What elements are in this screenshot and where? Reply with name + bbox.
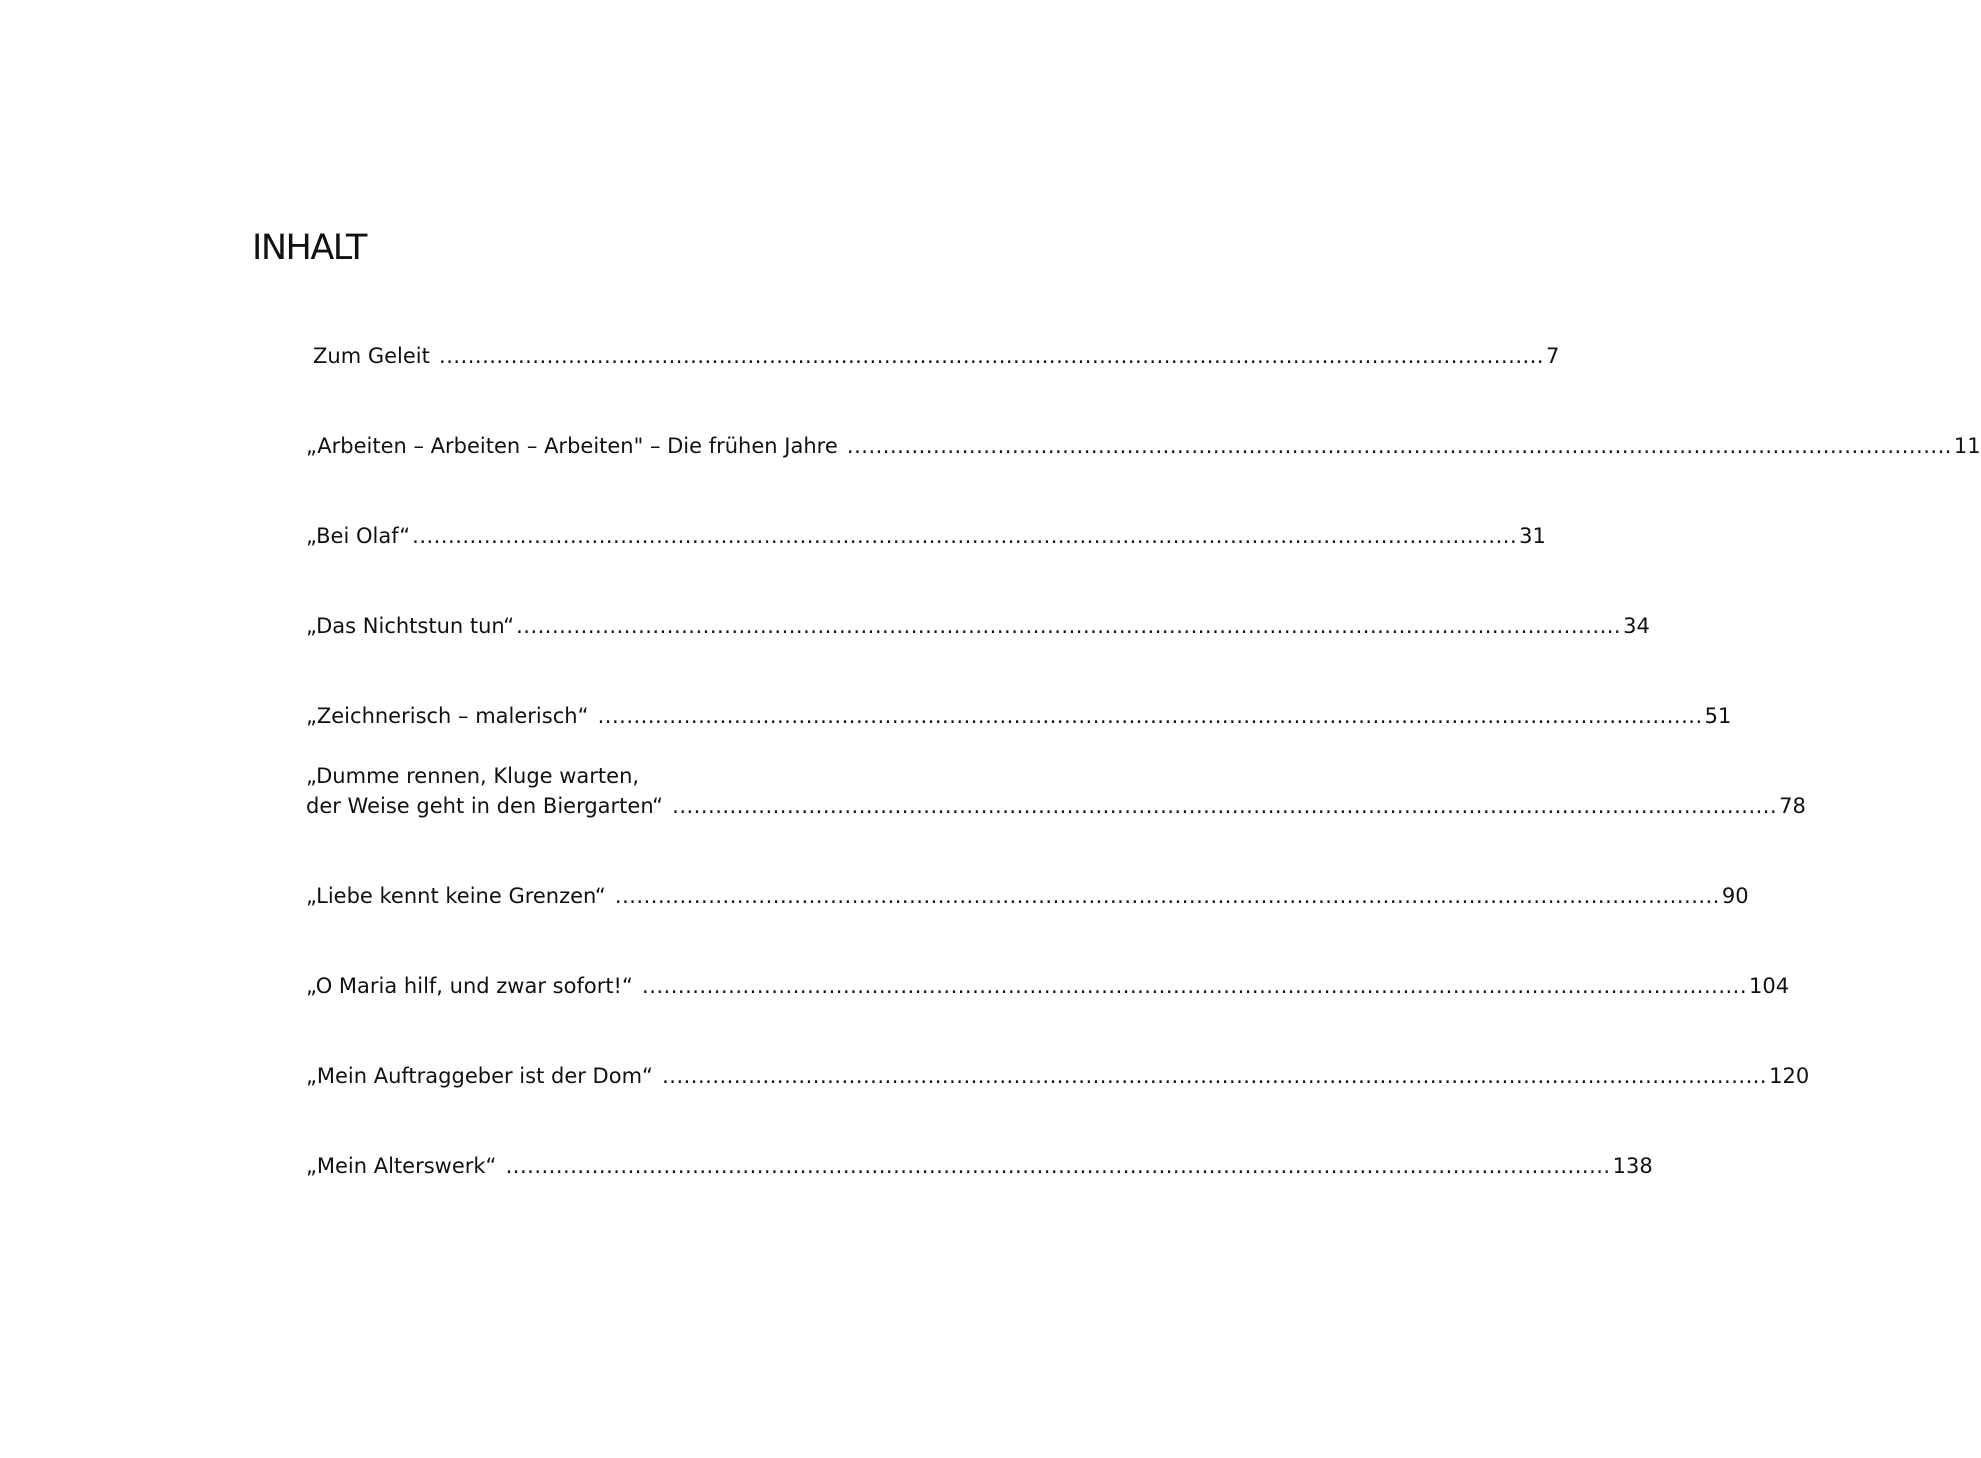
- toc-entry-page: 120: [1769, 1064, 1810, 1088]
- table-of-contents: [306, 0, 1981, 1458]
- toc-entry-page: 7: [1546, 344, 1560, 368]
- toc-entry-page: 138: [1612, 1154, 1653, 1178]
- dot-leader: ..........................................................................................................................................................: [634, 974, 1748, 998]
- toc-entry[interactable]: [306, 971, 1790, 1001]
- toc-entry[interactable]: [306, 521, 1546, 551]
- dot-leader: ..........................................................................................................................................................: [664, 794, 1778, 818]
- toc-entry-title: „O Maria hilf, und zwar sofort!“: [306, 974, 633, 998]
- dot-leader: ..........................................................................................................................................................: [654, 1064, 1768, 1088]
- toc-entry[interactable]: [306, 1061, 1810, 1091]
- dot-leader: ..........................................................................................................................................................: [412, 524, 1518, 548]
- page-title: INHALT: [252, 228, 366, 268]
- toc-entry-title-line1: „Dumme rennen, Kluge warten,: [306, 764, 640, 788]
- toc-entry-title: „Bei Olaf“: [306, 524, 411, 548]
- toc-entry[interactable]: [306, 761, 1806, 821]
- toc-entry-page: 34: [1623, 614, 1650, 638]
- toc-entry[interactable]: [306, 431, 1981, 461]
- dot-leader: ..........................................................................................................................................................: [590, 704, 1703, 728]
- toc-entry-page: 90: [1721, 884, 1749, 908]
- toc-entry-page: 78: [1779, 794, 1806, 818]
- dot-leader: ..........................................................................................................................................................: [516, 614, 1622, 638]
- toc-entry-page: 104: [1749, 974, 1790, 998]
- dot-leader: ..........................................................................................................................................................: [607, 884, 1720, 908]
- toc-entry-title: der Weise geht in den Biergarten“: [306, 794, 663, 818]
- toc-entry[interactable]: [306, 611, 1650, 641]
- dot-leader: ..........................................................................................................................................................: [431, 344, 1545, 368]
- toc-entry-title: „Das Nichtstun tun“: [306, 614, 515, 638]
- toc-entry-title: Zum Geleit: [313, 344, 430, 368]
- toc-entry[interactable]: [306, 1151, 1653, 1181]
- dot-leader: ..........................................................................................................................................................: [498, 1154, 1611, 1178]
- toc-entry-title: „Mein Alterswerk“: [306, 1154, 497, 1178]
- toc-entry-page: 11: [1953, 434, 1981, 458]
- dot-leader: ..........................................................................................................................................................: [839, 434, 1952, 458]
- toc-entry[interactable]: [306, 701, 1732, 731]
- toc-entry-title: „Mein Auftraggeber ist der Dom“: [306, 1064, 653, 1088]
- toc-entry-title: „Arbeiten – Arbeiten – Arbeiten" – Die frühen Jahre: [306, 434, 838, 458]
- toc-entry-title: „Zeichnerisch – malerisch“: [306, 704, 589, 728]
- toc-entry-title: „Liebe kennt keine Grenzen“: [306, 884, 606, 908]
- toc-entry[interactable]: [306, 341, 1560, 371]
- toc-entry-page: 51: [1704, 704, 1732, 728]
- toc-entry[interactable]: [306, 881, 1749, 911]
- toc-entry-page: 31: [1519, 524, 1546, 548]
